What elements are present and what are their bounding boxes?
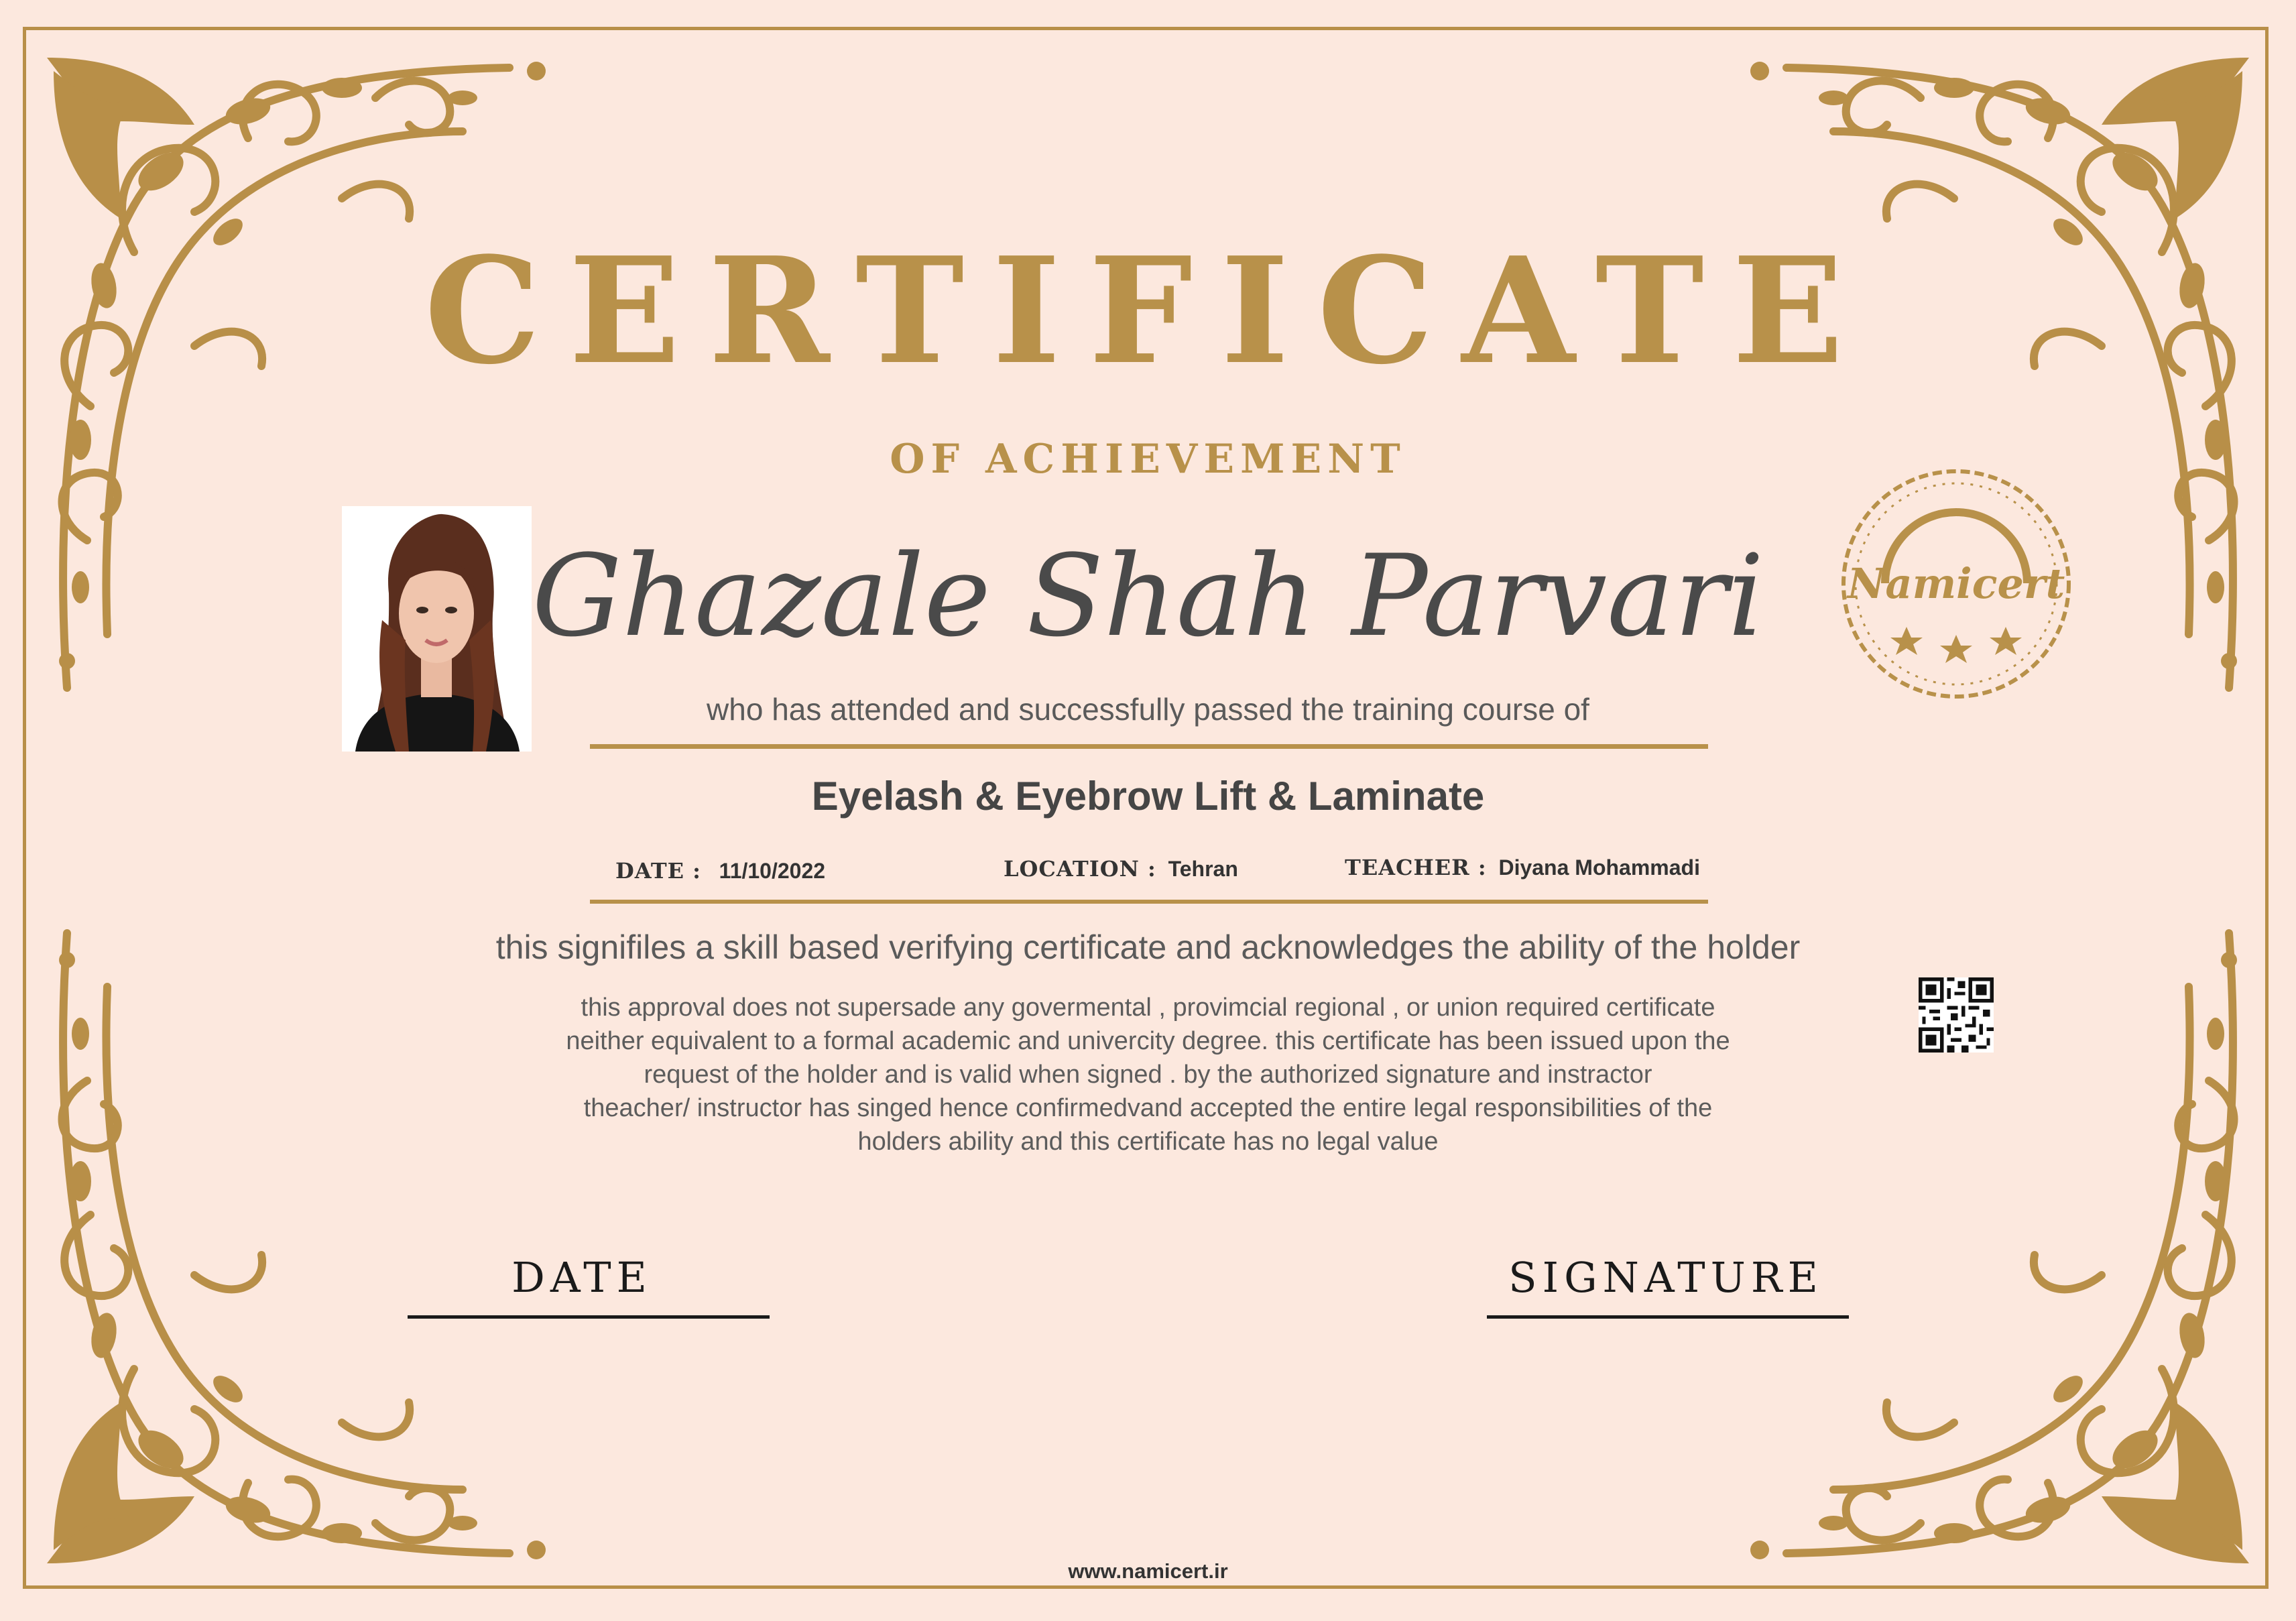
teacher-info-label: TEACHER :	[1345, 855, 1487, 880]
location-info-value: Tehran	[1168, 857, 1238, 881]
holder-name: Ghazale Shah Parvari	[532, 530, 1764, 662]
divider-line	[590, 900, 1708, 904]
teacher-info	[1345, 857, 1700, 878]
website-link[interactable]: www.namicert.ir	[1068, 1559, 1228, 1583]
certificate-subtitle: OF ACHIEVEMENT	[890, 436, 1406, 483]
teacher-info-value: Diyana Mohammadi	[1498, 855, 1700, 880]
date-field-label: DATE	[511, 1253, 652, 1302]
course-name: Eyelash & Eyebrow Lift & Laminate	[811, 774, 1485, 819]
legal-line: request of the holder and is valid when signed . by the authorized signature and instractor	[644, 1061, 1652, 1089]
seal-text: Namicert	[1847, 559, 2065, 608]
namicert-seal-icon	[1838, 466, 2074, 702]
location-info	[1004, 858, 1238, 880]
location-info-label: LOCATION :	[1004, 856, 1156, 882]
legal-line: this approval does not supersade any govermental , provimcial regional , or union required certificate	[581, 994, 1715, 1022]
signature-field-line	[1487, 1315, 1849, 1319]
date-info-label: DATE :	[615, 858, 701, 884]
signature-field-label: SIGNATURE	[1508, 1253, 1823, 1302]
divider-line	[590, 744, 1708, 749]
legal-disclaimer	[509, 991, 1787, 1158]
certificate-title: CERTIFICATE	[424, 225, 1872, 397]
date-info	[615, 860, 825, 882]
qr-code-icon[interactable]	[1919, 977, 1994, 1053]
date-field-line	[408, 1315, 770, 1319]
legal-line: theacher/ instructor has singed hence confirmedvand accepted the entire legal responsibilities of the	[583, 1094, 1713, 1122]
statement-text: this signifiles a skill based verifying certificate and acknowledges the ability of the holder	[495, 928, 1801, 966]
legal-line: holders ability and this certificate has no legal value	[857, 1128, 1439, 1156]
legal-line: neither equivalent to a formal academic and univercity degree. this certificate has been issued upon the	[566, 1027, 1730, 1055]
date-info-value: 11/10/2022	[719, 859, 826, 883]
attended-text: who has attended and successfully passed the training course of	[707, 692, 1589, 727]
